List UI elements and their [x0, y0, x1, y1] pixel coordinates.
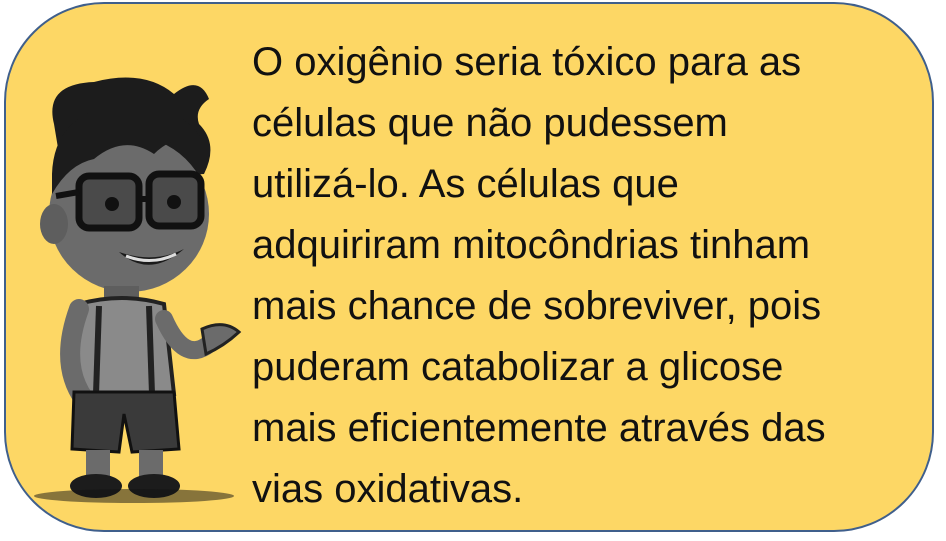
text-line: O oxigênio seria tóxico para as	[252, 40, 802, 84]
speech-card	[4, 2, 934, 532]
cartoon-boy-with-glasses-icon	[24, 64, 254, 504]
text-line: mais eficientemente através das	[252, 406, 826, 450]
text-line: adquiriram mitocôndrias tinham	[252, 223, 811, 267]
text-line: utilizá-lo. As células que	[252, 162, 679, 206]
text-line: vias oxidativas.	[252, 467, 524, 511]
text-line: células que não pudessem	[252, 101, 728, 145]
text-line: mais chance de sobreviver, pois	[252, 284, 822, 328]
text-line: puderam catabolizar a glicose	[252, 345, 784, 389]
explanation-text	[252, 32, 928, 520]
